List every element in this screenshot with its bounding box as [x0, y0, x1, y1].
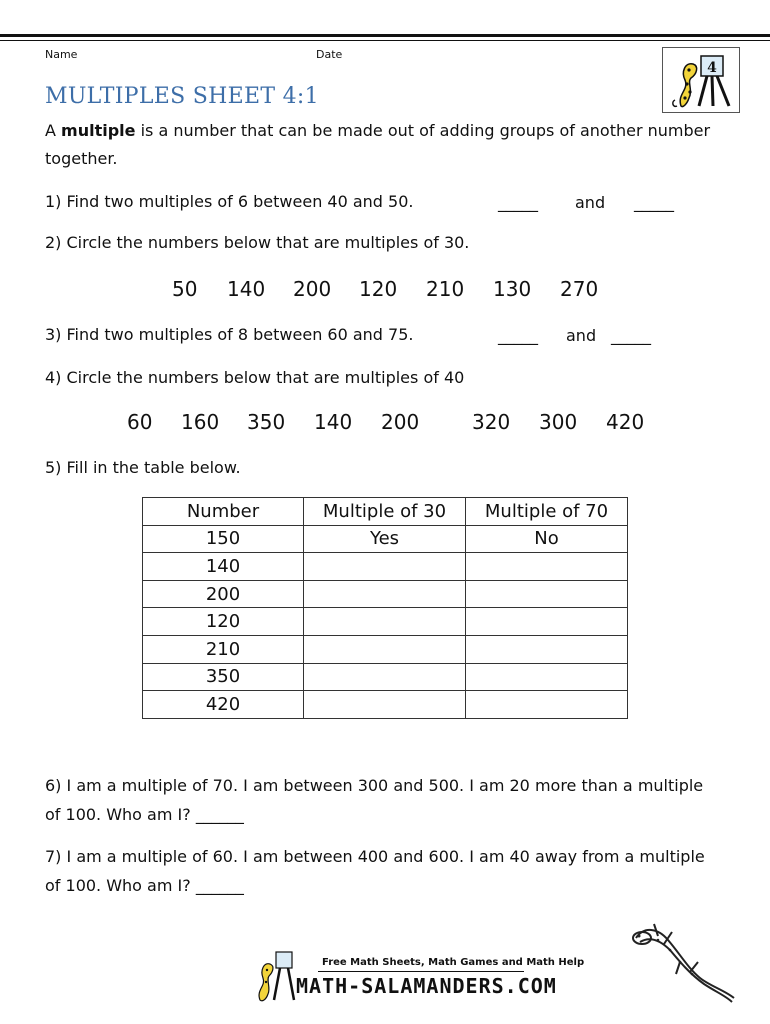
table-header-cell: Multiple of 70: [466, 498, 628, 526]
table-cell-number: 150: [143, 525, 304, 553]
footer-tagline: Free Math Sheets, Math Games and Math Help: [322, 957, 585, 968]
q2-number[interactable]: 140: [227, 277, 266, 301]
intro-line-1: A multiple is a number that can be made out of adding groups of another number: [45, 121, 711, 140]
table-row: [143, 691, 628, 719]
salamander-illustration-icon: [628, 918, 740, 1010]
question-5: 5) Fill in the table below.: [45, 458, 241, 477]
table-cell-answer[interactable]: No: [466, 525, 628, 553]
table-row: [143, 635, 628, 663]
q4-number[interactable]: 60: [127, 410, 153, 434]
table-row: [143, 553, 628, 581]
table-cell-number: 140: [143, 553, 304, 581]
q4-number[interactable]: 350: [247, 410, 286, 434]
table-header-cell: Number: [143, 498, 304, 526]
q4-number[interactable]: 140: [314, 410, 353, 434]
q3-and: and: [566, 326, 597, 345]
table-cell-answer[interactable]: [304, 580, 466, 608]
table-cell-number: 420: [143, 691, 304, 719]
table-cell-answer[interactable]: [304, 635, 466, 663]
page-title: MULTIPLES SHEET 4:1: [45, 84, 319, 109]
q1-blank-2[interactable]: _____: [634, 193, 674, 212]
q3-blank-1[interactable]: _____: [498, 326, 538, 345]
footer-rule: [318, 971, 524, 972]
question-4: 4) Circle the numbers below that are multiples of 40: [45, 368, 465, 387]
multiples-table: [142, 497, 628, 719]
q2-number[interactable]: 270: [560, 277, 599, 301]
name-label: Name: [45, 48, 78, 61]
table-row: [143, 525, 628, 553]
grade-logo: [662, 47, 740, 113]
question-7-line-1: 7) I am a multiple of 60. I am between 400 and 600. I am 40 away from a multiple: [45, 847, 705, 866]
table-cell-answer[interactable]: [304, 691, 466, 719]
q4-number[interactable]: 420: [606, 410, 645, 434]
table-header-cell: Multiple of 30: [304, 498, 466, 526]
table-header-row: [143, 498, 628, 526]
question-6-line-1: 6) I am a multiple of 70. I am between 300 and 500. I am 20 more than a multiple: [45, 776, 704, 795]
intro-bold-word: multiple: [61, 121, 136, 140]
table-cell-answer[interactable]: [466, 553, 628, 581]
date-label: Date: [316, 48, 343, 61]
q4-number[interactable]: 160: [181, 410, 220, 434]
question-7-line-2: of 100. Who am I? ______: [45, 876, 244, 895]
grade-number: 4: [707, 60, 717, 76]
table-cell-number: 200: [143, 580, 304, 608]
table-cell-answer[interactable]: [304, 608, 466, 636]
footer-logo-icon: [250, 950, 296, 1004]
table-cell-answer[interactable]: [466, 580, 628, 608]
q1-and: and: [575, 193, 606, 212]
table-cell-answer[interactable]: Yes: [304, 525, 466, 553]
q2-number[interactable]: 200: [293, 277, 332, 301]
table-cell-answer[interactable]: [466, 663, 628, 691]
q3-blank-2[interactable]: _____: [611, 326, 651, 345]
intro-line-2: together.: [45, 149, 118, 168]
table-cell-answer[interactable]: [466, 691, 628, 719]
q4-number[interactable]: 200: [381, 410, 420, 434]
q2-number[interactable]: 50: [172, 277, 198, 301]
salamander-easel-icon: [663, 48, 739, 112]
q6-answer-blank[interactable]: ______: [195, 805, 244, 824]
header-rule-thin: [0, 40, 770, 41]
question-3: 3) Find two multiples of 8 between 60 and 75.: [45, 325, 414, 344]
q4-number[interactable]: 300: [539, 410, 578, 434]
table-cell-answer[interactable]: [466, 635, 628, 663]
q2-number[interactable]: 130: [493, 277, 532, 301]
table-row: [143, 580, 628, 608]
footer-brand-link[interactable]: MATH-SALAMANDERS.COM: [296, 974, 557, 998]
question-2: 2) Circle the numbers below that are multiples of 30.: [45, 233, 470, 252]
q7-answer-blank[interactable]: ______: [195, 876, 244, 895]
header-rule-thick: [0, 34, 770, 37]
q2-number[interactable]: 210: [426, 277, 465, 301]
table-cell-answer[interactable]: [304, 553, 466, 581]
q1-blank-1[interactable]: _____: [498, 193, 538, 212]
table-row: [143, 663, 628, 691]
q4-number[interactable]: 320: [472, 410, 511, 434]
table-cell-answer[interactable]: [466, 608, 628, 636]
table-cell-number: 210: [143, 635, 304, 663]
table-row: [143, 608, 628, 636]
table-cell-number: 350: [143, 663, 304, 691]
table-cell-answer[interactable]: [304, 663, 466, 691]
question-1: 1) Find two multiples of 6 between 40 and 50.: [45, 192, 414, 211]
q2-number[interactable]: 120: [359, 277, 398, 301]
table-cell-number: 120: [143, 608, 304, 636]
question-6-line-2: of 100. Who am I? ______: [45, 805, 244, 824]
